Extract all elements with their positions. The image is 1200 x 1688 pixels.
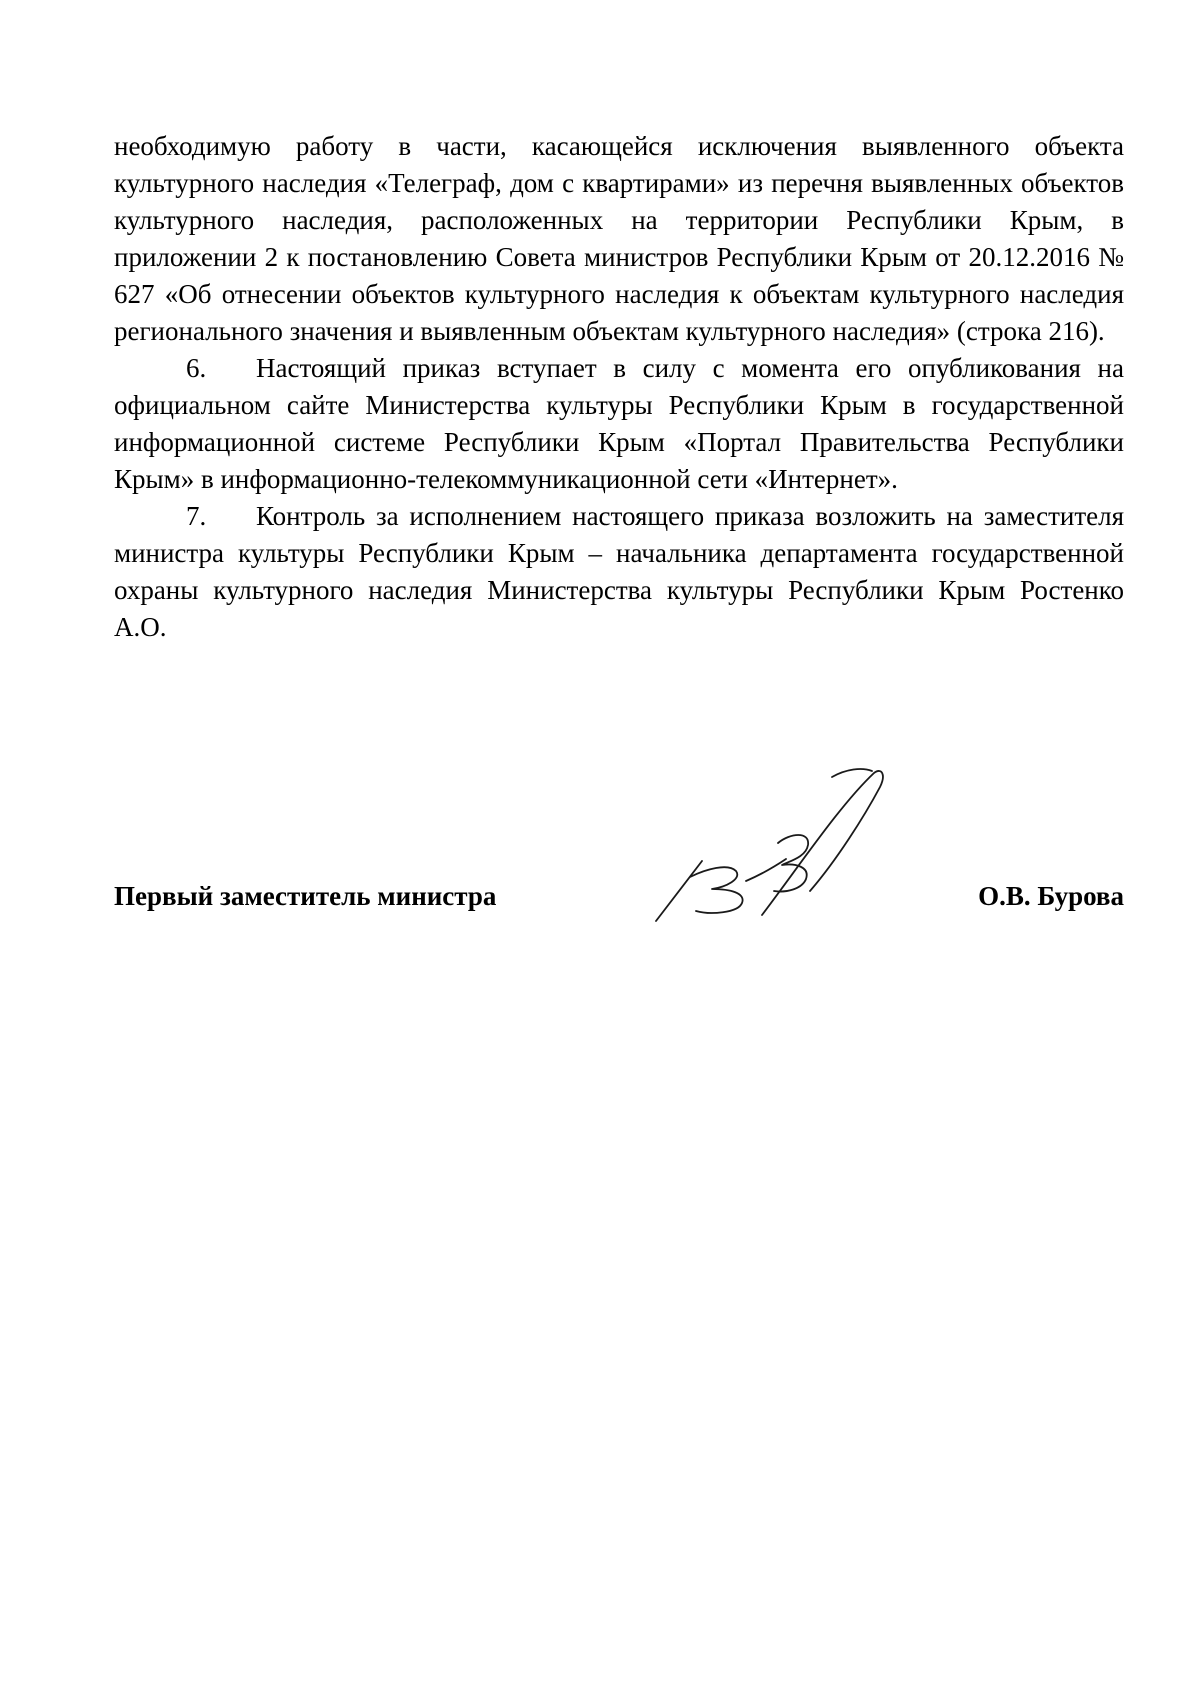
paragraph-7 (114, 498, 1124, 646)
handwritten-signature-icon (650, 765, 890, 925)
paragraph-6 (114, 350, 1124, 498)
paragraph-text: Контроль за исполнением настоящего приказа возложить на заместителя министра культуры Республики Крым – начальника департамента государственной охраны культурного наследия Министерства культуры Республики Крым Ростенко А.О. (114, 501, 1124, 642)
paragraph-continuation (114, 128, 1124, 350)
paragraph-number: 7. (186, 501, 207, 531)
paragraph-number: 6. (186, 353, 207, 383)
document-body (114, 128, 1124, 646)
paragraph-text: необходимую работу в части, касающейся исключения выявленного объекта культурного наследия «Телеграф, дом с квартирами» из перечня выявленных объектов культурного наследия, расположенных на территории Республики Крым, в приложении 2 к постановлению Совета министров Республики Крым от 20.12.2016 № 627 «Об отнесении объектов культурного наследия к объектам культурного наследия регионального значения и выявленным объектам культурного наследия» (строка 216). (114, 131, 1124, 346)
signatory-title: Первый заместитель министра (114, 881, 497, 911)
signatory-name: О.В. Бурова (978, 881, 1124, 911)
paragraph-text: Настоящий приказ вступает в силу с момента его опубликования на официальном сайте Министерства культуры Республики Крым в государственной информационной системе Республики Крым «Портал Правительства Республики Крым» в информационно-телекоммуникационной сети «Интернет». (114, 353, 1124, 494)
